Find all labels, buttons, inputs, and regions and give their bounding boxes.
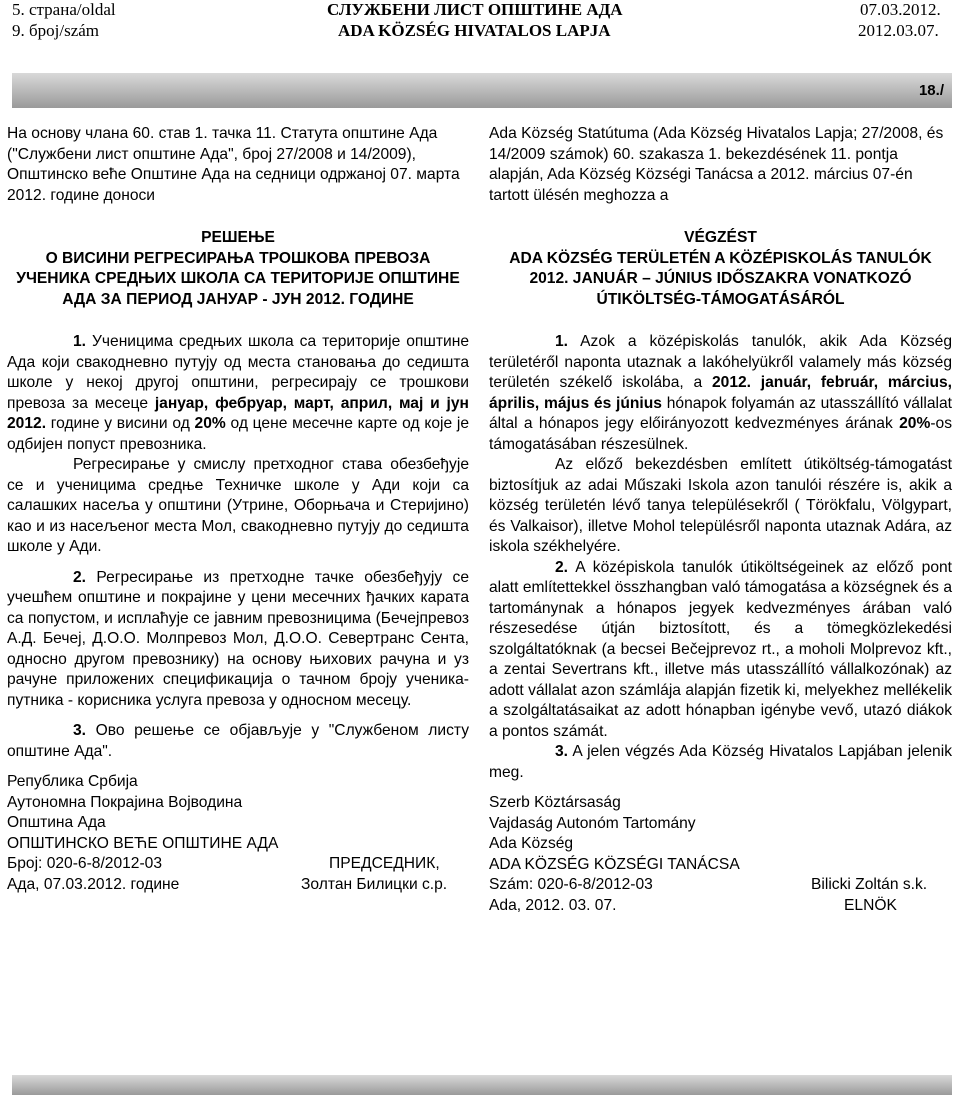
signature-line: Република Србија (7, 773, 138, 790)
signature-line: ADA KÖZSÉG KÖZSÉGI TANÁCSA (489, 855, 740, 873)
page-header (0, 0, 960, 42)
signature-line: Ada Község (489, 835, 574, 852)
article-3: 3. A jelen végzés Ada Község Hivatalos Lapjában jelenik meg. (489, 743, 952, 781)
signature-row (489, 896, 952, 917)
hungarian-column (489, 124, 952, 916)
signature-row (489, 875, 952, 896)
decision-subtitle: О ВИСИНИ РЕГРЕСИРАЊА ТРОШКОВА ПРЕВОЗА УЧЕНИКА СРЕДЊИХ ШКОЛА СА ТЕРИТОРИЈЕ ОПШТИНЕ АДА ЗА ПЕРИОД ЈАНУАР - ЈУН 2012. ГОДИНЕ (16, 249, 460, 308)
gazette-title-serbian: СЛУЖБЕНИ ЛИСТ ОПШТИНЕ АДА (327, 0, 623, 19)
article-3: 3. Ово решење се објављује у "Службеном листу општине Ада". (7, 722, 469, 760)
signatory-title: ELNÖK (844, 896, 897, 914)
months-text: 2012. január, február, március, április, május és június (489, 374, 952, 412)
date-serbian: 07.03.2012. (860, 0, 941, 19)
footer-bar (12, 1075, 952, 1095)
article-number: 2. (73, 568, 87, 586)
document-number: Szám: 020-6-8/2012-03 (489, 876, 653, 893)
issue-number-label: 9. број/szám (12, 21, 100, 40)
document-date: Ада, 07.03.2012. године (7, 875, 180, 893)
article-number: 3. (73, 722, 87, 739)
signature-line: Општина Ада (7, 814, 106, 831)
decision-title: РЕШЕЊЕ (201, 229, 275, 246)
section-number: 18./ (918, 82, 944, 99)
article-2: 2. A középiskola tanulók útiköltségeinek az előző pont alatt említettekkel összhangban való támogatása a községnek és a tartománynak a hónapos jegyek kedvezményes árában való részesedése útján biztosított, és a tömegközlekedési szolgáltatóknak (a becsei Bečejprevoz rt., a moholi Molprevoz kft., a zentai Severtrans kft., illetve más utasszállító vállalkozónak) az adott vállalat azon számlája alapján fizetik ki, melyekhez mellékelik a szolgáltatásaikat az adott hónapban igénybe vevő, utazó diákok a pontos számát. (489, 558, 952, 740)
months-text: јануар, фебруар, март, април, мај и јун 2012. (7, 394, 469, 432)
article-1-paragraph-2: Регресирање у смислу претходног става обезбеђује се и ученицима средње Техничке школе у Ади који са салашких насеља у општини (Утрине, Оборњача и Стеријино) као и из насељеног места Мол, свакодневно путују до седишта школе у Ади. (7, 456, 469, 555)
signatory-title: ПРЕДСЕДНИК, (329, 855, 440, 872)
article-1-paragraph-2: Az előző bekezdésben említett útiköltség-támogatást biztosítjuk az adai Műszaki Iskola azon tanulói részére is, akik a község területén lévő tanya településekről ( Törökfalu, Völgypart, és Valkaisor), illetve Mohol településről naponta utaznak Adára, az iskola székhelyére. (489, 456, 952, 555)
article-number: 1. (555, 333, 569, 350)
gazette-title-hungarian: ADA KÖZSÉG HIVATALOS LAPJA (338, 21, 611, 40)
article-2: 2. Регресирање из претходне тачке обезбеђују се учешћем општине и покрајине у цени месечних ђачких карата са попустом, и исплаћује се јавним превозницима (Бечејпревоз А.Д. Бечеј, Д.О.О. Молпревоз Мол, Д.О.О. Севертранс Сента, односно другом превознику) на основу њихових рачуна и уз рачуне приложених спецификација о тачном броју ученика-путника - корисника услуга превоза у односном месецу. (7, 568, 469, 709)
page-number-label: 5. страна/oldal (12, 0, 116, 19)
document-date: Ada, 2012. 03. 07. (489, 896, 617, 914)
percentage-text: 20% (194, 415, 226, 432)
decision-title: VÉGZÉST (684, 229, 757, 246)
article-1: 1. Ученицима средњих школа са територије општине Ада који свакодневно путују од места становања до седишта школе у некој другој општини, регресирају се трошкови превоза за месеце јануар, фебруар, март, април, мај и јун 2012. године у висини од 20% од цене месечне карте од које је одбијен попуст превозника. (7, 333, 470, 453)
signature-line: Аутономна Покрајина Војводина (7, 793, 243, 811)
intro-paragraph: Ada Község Statútuma (Ada Község Hivatalos Lapja; 27/2008, és 14/2009 számok) 60. szakasza 1. bekezdésének 11. pontja alapján, Ada Község Községi Tanácsa a 2012. március 07-én tartott ülésén meghozza a (489, 125, 944, 204)
article-number: 3. (555, 743, 569, 760)
article-1: 1. Azok a középiskolás tanulók, akik Ada Község területéről naponta utaznak a lakóhelyükről valamely más község területén székelő iskolába, a 2012. január, február, március, április, május és június hónapok folyamán az utasszállító vállalat által a hónapos jegy előirányozott kedvezményes árának 20%-os támogatásában részesülnek. (489, 333, 952, 453)
percentage-text: 20% (899, 415, 931, 432)
article-number: 1. (73, 333, 87, 350)
signature-line: ОПШТИНСКО ВЕЋЕ ОПШТИНЕ АДА (7, 834, 279, 852)
serbian-column (7, 124, 469, 895)
section-bar (12, 73, 952, 108)
signature-line: Vajdaság Autonóm Tartomány (489, 814, 696, 832)
decision-subtitle: ADA KÖZSÉG TERÜLETÉN A KÖZÉPISKOLÁS TANULÓK 2012. JANUÁR – JÚNIUS IDŐSZAKRA VONATKOZÓ ÚTIKÖLTSÉG-TÁMOGATÁSÁRÓL (509, 249, 932, 308)
signatory-name: Золтан Билицки с.р. (301, 875, 448, 893)
signature-line: Szerb Köztársaság (489, 794, 621, 811)
signature-row (7, 875, 469, 896)
document-number: Број: 020-6-8/2012-03 (7, 855, 163, 872)
signatory-name: Bilicki Zoltán s.k. (811, 876, 928, 893)
signature-row (7, 854, 469, 875)
date-hungarian: 2012.03.07. (858, 21, 939, 40)
article-number: 2. (555, 558, 569, 576)
intro-paragraph: На основу члана 60. став 1. тачка 11. Статута општине Ада ("Службени лист општине Ада", број 27/2008 и 14/2009), Општинско веће Општине Ада на седници одржаној 07. марта 2012. године доноси (7, 125, 460, 204)
